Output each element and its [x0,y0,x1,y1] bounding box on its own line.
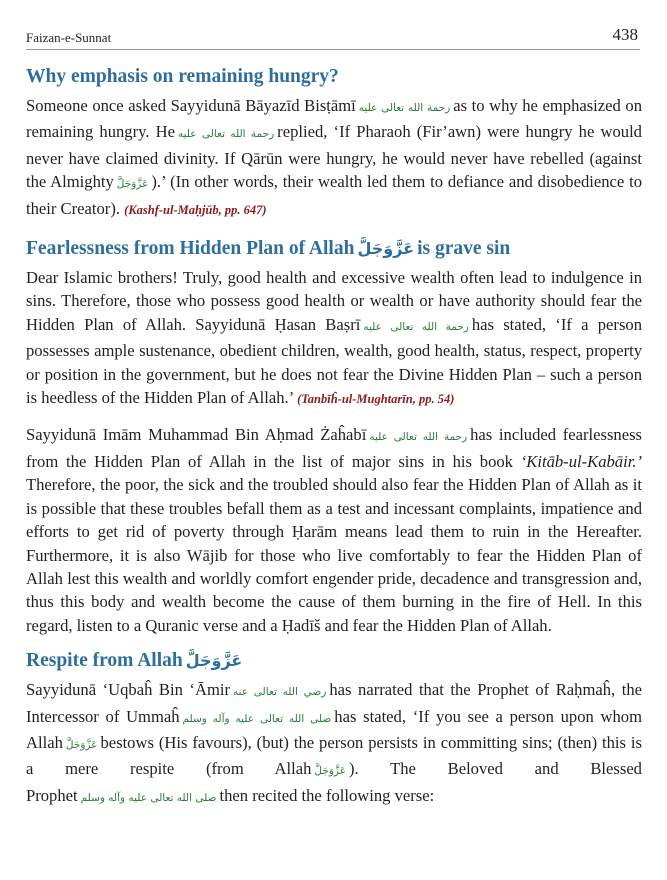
honorific-calligraphy: رحمة الله تعالى عليه [363,320,469,333]
paragraph-text: Dear Islamic brothers! Truly, good health and excessive wealth often lead to indulgence in sins. Therefore, those who possess good health or wealth or have authority should fear the Hidden Plan of Allah. Sayyidunā Ḥasan Baṣrī [26,268,642,334]
paragraph-text: has stated, ‘If you see a person upon whom Allah [26,706,642,752]
honorific-calligraphy: رحمة الله تعالى عليه [178,128,275,141]
paragraph-text: Sayyidunā ‘Uqbaĥ Bin ‘Āmir [26,680,230,700]
paragraph-text: ).’ (In other words, their wealth led them to defiance and disobedience to their Creator). [26,172,642,218]
honorific-calligraphy: عَزَّوَجَلَّ [314,765,346,778]
citation: (Kashf-ul-Maḥjūb, pp. 647) [124,202,267,217]
page-number: 438 [612,25,638,44]
honorific-calligraphy: صلى الله تعالى عليه وآله وسلم [182,712,332,725]
heading-text: is grave sin [417,238,511,260]
honorific-calligraphy: رضي الله تعالى عنه [233,686,327,699]
honorific-calligraphy: صلى الله تعالى عليه وآله وسلم [80,791,217,804]
honorific-calligraphy: رحمة الله تعالى عليه [358,102,451,114]
page-body [26,64,642,810]
paragraph-text: Someone once asked Sayyidunā Bāyazīd Bisṭāmī [26,96,356,115]
book-reference: ‘Kitāb-ul-Kabāir.’ [520,451,642,471]
heading-text: Respite from Allah [26,650,183,672]
honorific-calligraphy: عَزَّوَجَلَّ [116,178,149,191]
honorific-calligraphy: رحمة الله تعالى عليه [369,431,468,444]
section-heading-fearlessness [26,236,642,262]
honorific-calligraphy: عَزَّوَجَلَّ [185,651,243,671]
honorific-calligraphy: عَزَّوَجَلَّ [65,738,98,751]
page-header [26,22,640,48]
paragraph-respite [26,678,642,810]
paragraph-text: Therefore, the poor, the sick and the troubled should also fear the Hidden Plan of Allah as it is possible that these troubles befall them as a test and incessant complaints, impatience and efforts to get rid of poverty through Ḥarām means lead them to ruin in the Hereafter. Furthermore, it is also Wājib for those who live comfortably to fear the Hidden Plan of Allah lest this wealth and worldly comfort engender pride, decadence and transgression and, thus this body and wealth become the cause of them burning in the fire of Hell. In this regard, listen to a Quranic verse and a Ḥadīš and fear the Hidden Plan of Allah. [26,475,642,635]
paragraph-text: has stated, ‘If a person possesses ample sustenance, obedient children, wealth, good health, status, respect, property or position in the government, but he does not fear the Divine Hidden Plan – such a person is heedless of the Hidden Plan of Allah.’ [26,314,642,408]
paragraph-zahabi [26,423,642,637]
paragraph-text: Sayyidunā Imām Muhammad Bin Aḥmad Żaĥabī [26,425,367,445]
paragraph-text: bestows (His favours), (but) the person persists in committing sins; (then) this is a mere respite (from Allah [26,732,642,779]
book-title: Faizan-e-Sunnat [26,30,112,45]
paragraph-hunger [26,94,642,222]
honorific-calligraphy: عَزَّوَجَلَّ [357,239,415,259]
heading-text: Fearlessness from Hidden Plan of Allah [26,238,355,260]
section-heading-respite [26,648,642,674]
paragraph-text: then recited the following verse: [219,785,435,805]
section-heading-hunger: Why emphasis on remaining hungry? [26,66,339,87]
paragraph-islamic-brothers [26,266,642,411]
paragraph-text: replied, ‘If Pharaoh (Fir’awn) were hungry he would never have claimed divinity. If Qārūn were hungry, he would never have rebelled (against the Almighty [26,122,642,192]
paragraph-text: ). The Beloved and Blessed Prophet [26,759,642,805]
header-divider [26,49,640,50]
paragraph-text: as to why he emphasized on remaining hungry. He [26,96,642,142]
paragraph-text: has narrated that the Prophet of Raḥmaĥ, the Intercessor of Ummaĥ [26,680,642,726]
paragraph-text: has included fearlessness from the Hidden Plan of Allah in the list of major sins in his book [26,425,642,471]
citation: (Tanbīĥ-ul-Mughtarīn, pp. 54) [297,392,455,407]
